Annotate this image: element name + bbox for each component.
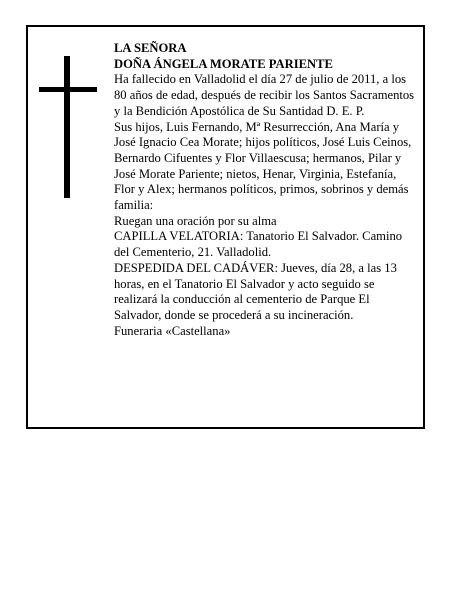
cross-vertical-bar	[64, 56, 70, 198]
death-announcement: Ha fallecido en Valladolid el día 27 de julio de 2011, a los 80 años de edad, después de recibir los Santos Sacramentos y la Bendición Apostólica de Su Santidad D. E. P.	[114, 72, 415, 118]
farewell-info: DESPEDIDA DEL CADÁVER: Jueves, día 28, a las 13 horas, en el Tanatorio El Salvador y acto seguido se realizará la conducción al cementerio de Parque El Salvador, donde se procederá a su incineración.	[114, 260, 397, 322]
deceased-name: DOÑA ÁNGELA MORATE PARIENTE	[114, 56, 333, 71]
latin-cross-icon	[39, 56, 97, 198]
cross-horizontal-bar	[39, 87, 97, 92]
chapel-info: CAPILLA VELATORIA: Tanatorio El Salvador. Camino del Cementerio, 21. Valladolid.	[114, 229, 403, 260]
family-list: Sus hijos, Luis Fernando, Mª Resurrección, Ana María y José Ignacio Cea Morate; hijos políticos, José Luis Ceinos, Bernardo Cifuentes y Flor Villaescusa; hermanos, Pilar y José Morate Pariente; nietos, Henar, Virginia, Estefanía, Flor y Alex; hermanos políticos, primos, sobrinos y demás familia:	[114, 119, 412, 213]
funeral-home: Funeraria «Castellana»	[114, 323, 231, 338]
obituary-text	[114, 41, 419, 339]
obituary-notice-frame	[26, 25, 425, 429]
title-line: LA SEÑORA	[114, 41, 187, 55]
prayer-request: Ruegan una oración por su alma	[114, 213, 277, 228]
